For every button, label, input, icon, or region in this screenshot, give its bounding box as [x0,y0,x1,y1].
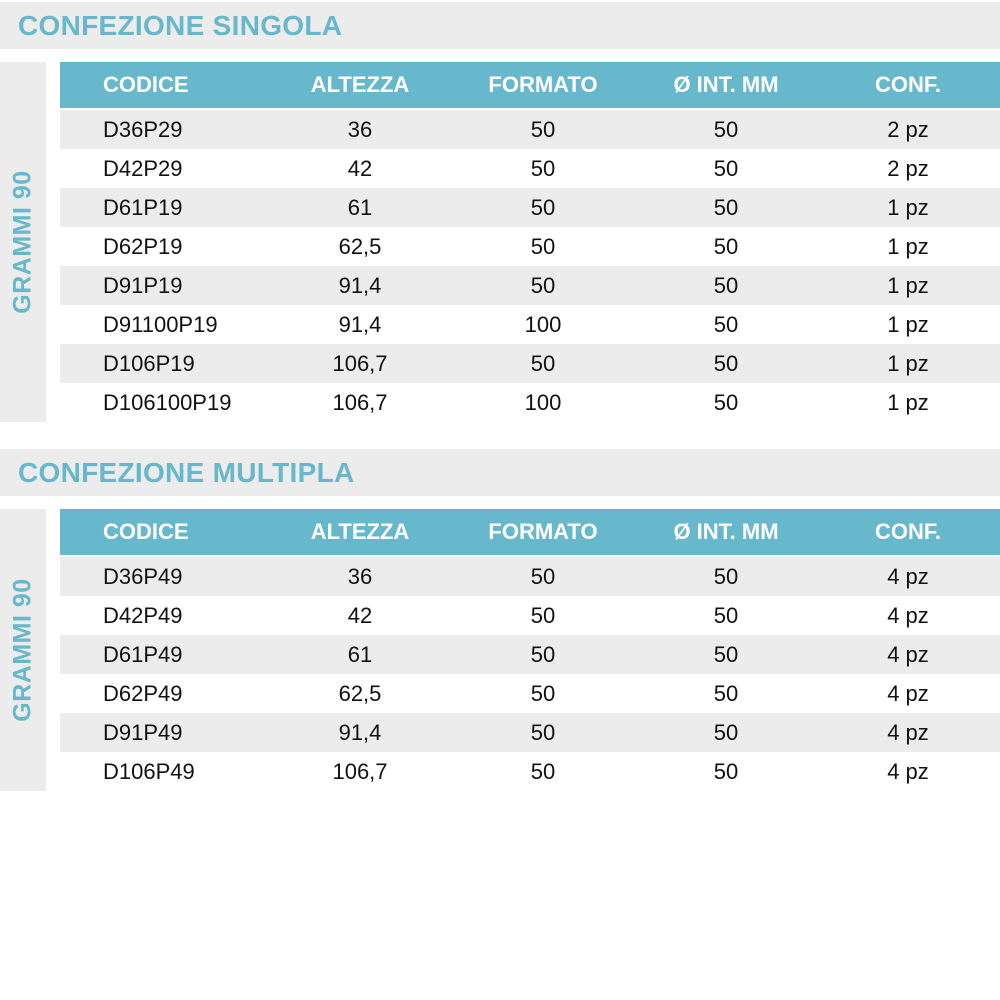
table-cell: 91,4 [338,272,382,298]
side-label: GRAMMI 90 [8,578,37,722]
table-cell: 42 [347,155,373,181]
table-cell: 50 [713,233,739,259]
table-cell: 50 [713,194,739,220]
column-header: Ø INT. MM [673,72,779,97]
table-cell: 50 [530,641,556,667]
table-row [60,188,1000,227]
table-row [60,635,1000,674]
table-cell: 50 [713,563,739,589]
table-cell: 91,4 [338,311,382,337]
table-row [60,110,1000,149]
table-cell: 50 [530,272,556,298]
column-header: CONF. [875,519,941,544]
table-cell: 4 pz [887,758,929,784]
table-cell: D42P29 [103,155,183,181]
table-cell: 106,7 [332,350,388,376]
table-cell: 100 [524,389,562,415]
table-cell: 50 [713,116,739,142]
table-cell: 36 [347,563,373,589]
table-cell: 50 [713,350,739,376]
table-cell: 4 pz [887,602,929,628]
table-row [60,383,1000,422]
table-cell: 4 pz [887,680,929,706]
table-body [60,557,1000,791]
product-table [60,509,1000,791]
table-row [60,149,1000,188]
table-row [60,344,1000,383]
table-row [60,557,1000,596]
product-table [60,62,1000,422]
side-label: GRAMMI 90 [8,170,37,314]
table-cell: 50 [530,758,556,784]
table-cell: 4 pz [887,563,929,589]
table-cell: 50 [713,602,739,628]
side-label-band [0,509,46,791]
table-cell: 62,5 [338,233,382,259]
table-cell: 100 [524,311,562,337]
table-cell: 1 pz [887,350,929,376]
table-cell: 4 pz [887,641,929,667]
column-header: FORMATO [488,519,598,544]
table-cell: D42P49 [103,602,183,628]
table-cell: D36P29 [103,116,183,142]
section-title: CONFEZIONE SINGOLA [0,2,1000,49]
table-cell: D62P49 [103,680,183,706]
table-cell: 50 [530,194,556,220]
table-cell: 4 pz [887,719,929,745]
table-cell: 50 [530,602,556,628]
table-cell: 106,7 [332,389,388,415]
column-header: ALTEZZA [310,519,410,544]
table-cell: 50 [530,680,556,706]
table-cell: D62P19 [103,233,183,259]
table-cell: 91,4 [338,719,382,745]
table-cell: 61 [347,641,373,667]
table-cell: 50 [530,719,556,745]
table-cell: D61P49 [103,641,183,667]
table-header [60,62,1000,108]
table-cell: 50 [713,758,739,784]
table-cell: 50 [713,680,739,706]
table-header [60,509,1000,555]
table-cell: 50 [713,311,739,337]
table-cell: 1 pz [887,389,929,415]
table-cell: 42 [347,602,373,628]
column-header: Ø INT. MM [673,519,779,544]
table-row [60,713,1000,752]
table-cell: 50 [713,155,739,181]
table-cell: 50 [530,233,556,259]
table-cell: 1 pz [887,194,929,220]
column-header: CONF. [875,72,941,97]
table-row [60,596,1000,635]
table-cell: 61 [347,194,373,220]
table-cell: 50 [530,155,556,181]
table-cell: D61P19 [103,194,183,220]
table-cell: D36P49 [103,563,183,589]
section-title: CONFEZIONE MULTIPLA [0,449,1000,496]
column-header: CODICE [103,519,189,544]
table-cell: 50 [713,389,739,415]
table-cell: 106,7 [332,758,388,784]
table-cell: D106P19 [103,350,195,376]
table-cell: 1 pz [887,233,929,259]
table-cell: 50 [530,116,556,142]
table-cell: D106P49 [103,758,195,784]
table-row [60,752,1000,791]
table-cell: D91P19 [103,272,183,298]
column-header: FORMATO [488,72,598,97]
table-cell: D91100P19 [103,311,218,337]
table-row [60,674,1000,713]
table-body [60,110,1000,422]
table-cell: 1 pz [887,272,929,298]
table-cell: 2 pz [887,116,929,142]
table-cell: D106100P19 [103,389,232,415]
table-cell: 62,5 [338,680,382,706]
table-row [60,305,1000,344]
table-cell: 1 pz [887,311,929,337]
side-label-band [0,62,46,422]
table-cell: 36 [347,116,373,142]
table-cell: 50 [530,350,556,376]
table-cell: 2 pz [887,155,929,181]
table-cell: D91P49 [103,719,183,745]
table-row [60,266,1000,305]
table-cell: 50 [713,641,739,667]
table-cell: 50 [713,272,739,298]
table-cell: 50 [530,563,556,589]
table-row [60,227,1000,266]
table-cell: 50 [713,719,739,745]
column-header: CODICE [103,72,189,97]
column-header: ALTEZZA [310,72,410,97]
